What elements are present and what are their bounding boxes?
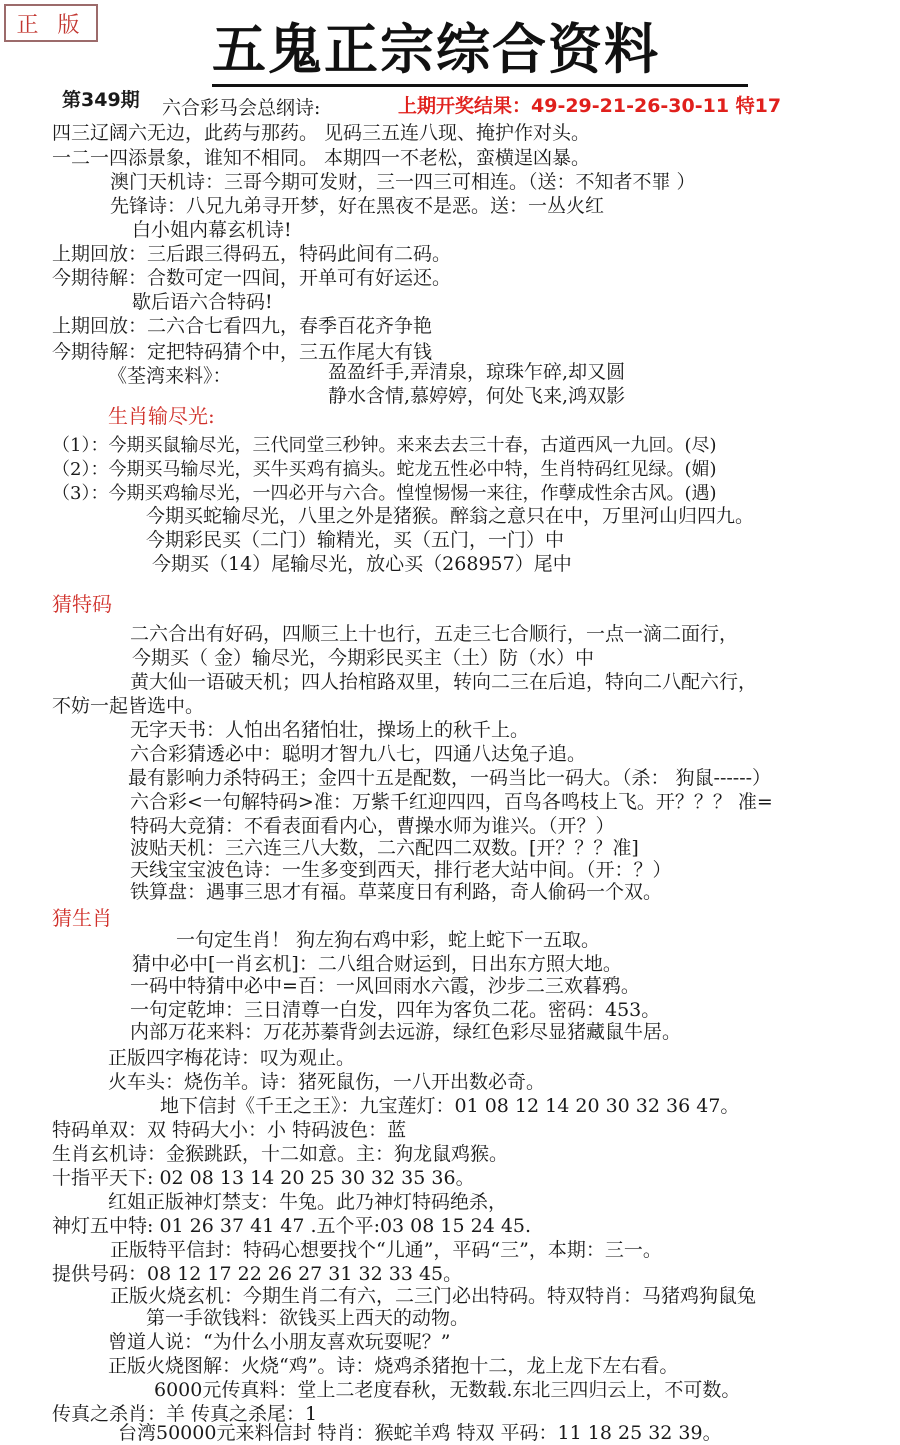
section-heading-guess-zodiac: 猜生肖 (52, 906, 112, 930)
text-line: 提供号码：08 12 17 22 26 27 31 32 33 45。 (52, 1263, 463, 1285)
text-line: 正版火烧图解：火烧“鸡”。诗：烧鸡杀猪抱十二，龙上龙下左右看。 (108, 1355, 679, 1377)
text-line: 今期彩民买（二门）输精光，买（五门，一门）中 (146, 529, 565, 551)
page-title: 五鬼正宗综合资料 (212, 17, 660, 81)
title-underline (212, 84, 748, 87)
text-line: 不妨一起皆选中。 (52, 695, 205, 717)
text-line: 正版特平信封：特码心想要找个“儿通”，平码“三”，本期：三一。 (110, 1239, 662, 1261)
text-line: 六合彩猜透必中：聪明才智九八七，四通八达兔子追。 (130, 743, 587, 765)
issue-number: 第349期 (62, 89, 140, 111)
last-draw-result: 上期开奖结果：49-29-21-26-30-11 特17 (398, 95, 782, 117)
text-line: 神灯五中特: 01 26 37 41 47 .五个平:03 08 15 24 45. (52, 1215, 532, 1237)
text-line: （1）：今期买鼠输尽光，三代同堂三秒钟。来来去去三十春，古道西风一九回。(尽) (52, 435, 717, 456)
text-line: 白小姐内幕玄机诗! (132, 219, 292, 241)
text-line: 黄大仙一语破天机；四人抬棺路双里，转向二三在后追，特向二八配六行， (130, 671, 758, 693)
text-line: 一码中特猜中必中=百：一风回雨水六霞，沙步二三欢暮鸦。 (130, 975, 640, 997)
text-line: 歇后语六合特码! (132, 291, 273, 313)
text-line: （3）：今期买鸡输尽光，一四必开与六合。惶惶惕惕一来往，作孽成性余古风。(遇) (52, 483, 717, 504)
text-line: 特码大竞猜：不看表面看内心，曹操水师为谁兴。（开？） (130, 815, 615, 837)
text-line: 铁算盘：遇事三思才有福。草菜度日有利路，奇人偷码一个双。 (130, 881, 663, 903)
text-line: 无字天书：人怕出名猪怕壮，操场上的秋千上。 (130, 719, 530, 741)
text-line: 盈盈纤手,弄清泉，琼珠乍碎,却又圆 (328, 361, 626, 383)
text-line: 上期回放：二六合七看四九，春季百花齐争艳 (52, 315, 433, 337)
text-line: 地下信封《千王之王》：九宝莲灯：01 08 12 14 20 30 32 36 47。 (160, 1095, 740, 1117)
text-line: 今期买（14）尾输尽光，放心买（268957）尾中 (152, 553, 572, 575)
text-line: 6000元传真料：堂上二老度春秋，无数载.东北三四归云上，不可数。 (154, 1379, 741, 1401)
text-line: 内部万花来料：万花苏蓁背剑去远游，绿红色彩尽显猪藏鼠牛居。 (130, 1021, 682, 1043)
text-line: 今期待解：定把特码猜个中，三五作尾大有钱 (52, 341, 433, 363)
text-line: 先锋诗：八兄九弟寻开梦，好在黑夜不是恶。送：一丛火红 (110, 195, 605, 217)
text-line: 十指平天下: 02 08 13 14 20 25 30 32 35 36。 (52, 1167, 475, 1189)
text-line: 生肖玄机诗：金猴跳跃，十二如意。主：狗龙鼠鸡猴。 (52, 1143, 509, 1165)
text-line: 一句定乾坤：三日清尊一白发，四年为客负二花。密码：453。 (130, 999, 661, 1021)
genuine-badge: 正 版 (4, 4, 98, 42)
text-line: 今期待解：合数可定一四间，开单可有好运还。 (52, 267, 452, 289)
text-line: 天线宝宝波色诗：一生多变到西天，排行老大站中间。（开：？） (130, 859, 672, 881)
text-line: 火车头：烧伤羊。诗：猪死鼠伤，一八开出数必奇。 (108, 1071, 546, 1093)
text-line: 台湾50000元来料信封 特肖：猴蛇羊鸡 特双 平码：11 18 25 32 39。 (118, 1422, 722, 1444)
header-poem-label: 六合彩马会总纲诗: (162, 97, 321, 119)
text-line: 六合彩<一句解特码>准：万紫千红迎四四，百鸟各鸣枝上飞。开？？？ 准= (130, 791, 773, 813)
text-line: 二六合出有好码，四顺三上十也行，五走三七合顺行，一点一滴二面行， (130, 623, 739, 645)
text-line: 波贴天机：三六连三八大数，二六配四二双数。[开？？？准] (130, 837, 639, 859)
section-heading-zodiac-lose: 生肖输尽光: (108, 404, 215, 428)
section-heading-guess-special: 猜特码 (52, 592, 112, 616)
text-line: 正版火烧玄机：今期生肖二有六，二三门必出特码。特双特肖：马猪鸡狗鼠兔 (110, 1285, 757, 1307)
text-line: 红姐正版神灯禁支：牛兔。此乃神灯特码绝杀， (108, 1191, 508, 1213)
text-line: 一二一四添景象，谁知不相同。 本期四一不老松，蛮横逞凶暴。 (52, 147, 591, 169)
text-line: 正版四字梅花诗：叹为观止。 (108, 1047, 356, 1069)
text-line: 澳门天机诗：三哥今期可发财，三一四三可相连。（送：不知者不罪 ） (110, 171, 696, 193)
text-line: 静水含情,慕婷婷，何处飞来,鸿双影 (328, 385, 626, 407)
text-line: 特码单双：双 特码大小：小 特码波色：蓝 (52, 1119, 407, 1141)
text-line: 上期回放：三后跟三得码五，特码此间有二码。 (52, 243, 452, 265)
text-line: 今期买蛇输尽光，八里之外是猪猴。醉翁之意只在中，万里河山归四九。 (146, 505, 755, 527)
text-line: 一句定生肖！ 狗左狗右鸡中彩，蛇上蛇下一五取。 (176, 929, 601, 951)
text-line: 传真之杀肖：羊 传真之杀尾：1 (52, 1403, 318, 1425)
text-line: 《荃湾来料》： (108, 365, 232, 387)
text-line: 猜中必中[一肖玄机]：二八组合财运到，日出东方照大地。 (132, 953, 622, 975)
text-line: 今期买（ 金）输尽光，今期彩民买主（土）防（水）中 (132, 647, 595, 669)
text-line: 曾道人说：“为什么小朋友喜欢玩耍呢？” (108, 1331, 451, 1353)
text-line: 第一手欲钱料：欲钱买上西天的动物。 (146, 1307, 470, 1329)
text-line: （2）：今期买马输尽光，买牛买鸡有搞头。蛇龙五性必中特，生肖特码红见绿。(媚) (52, 459, 717, 480)
text-line: 四三辽阔六无边，此药与那药。 见码三五连八现、掩护作对头。 (52, 122, 591, 144)
text-line: 最有影响力杀特码王；金四十五是配数，一码当比一码大。（杀： 狗鼠------） (128, 767, 772, 789)
